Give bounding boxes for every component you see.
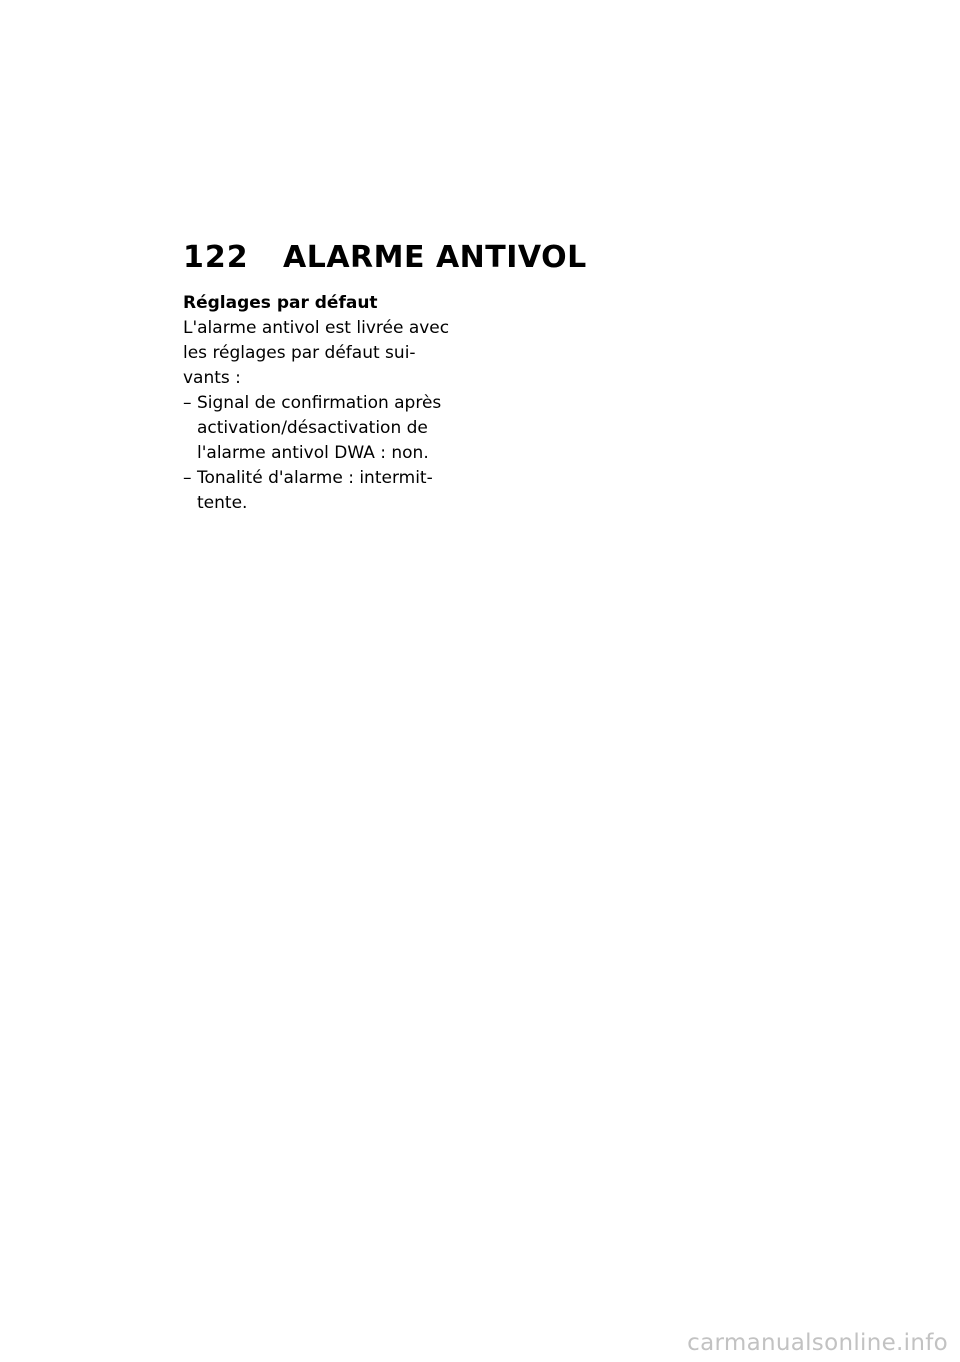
list-item-text: Signal de confirmation après activation/désactivation de l'alarme antivol DWA : non. — [197, 393, 442, 463]
list-item-text: Tonalité d'alarme : intermit-tente. — [197, 468, 433, 513]
watermark: carmanualsonline.info — [687, 1330, 948, 1356]
default-settings-list — [183, 391, 453, 516]
dash-bullet: – — [183, 393, 192, 413]
dash-bullet: – — [183, 468, 192, 488]
intro-paragraph: L'alarme antivol est livrée avec les réglages par défaut sui-vants : — [183, 318, 450, 388]
section-heading: Réglages par défaut — [183, 293, 378, 313]
list-item — [183, 391, 453, 466]
content-section — [183, 291, 453, 516]
page-header — [183, 240, 587, 280]
chapter-title: ALARME ANTIVOL — [283, 240, 587, 275]
page-number: 122 — [183, 240, 249, 275]
list-item — [183, 466, 453, 516]
